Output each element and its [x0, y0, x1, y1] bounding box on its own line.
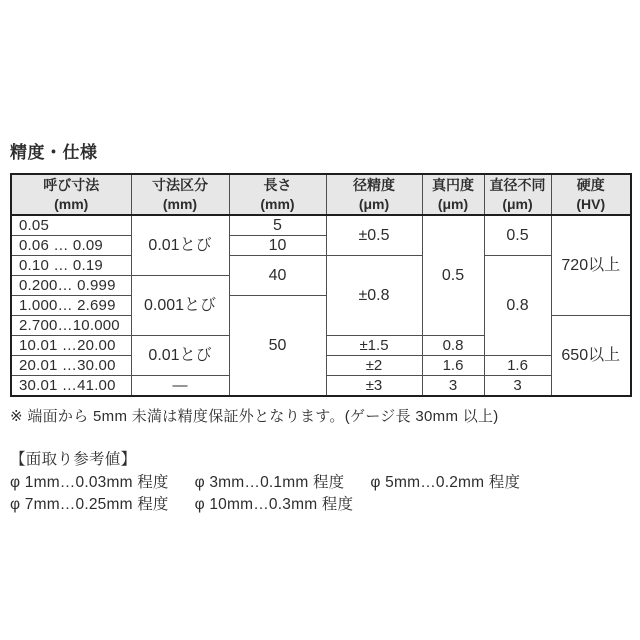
header-label: 直径不同: [489, 177, 546, 194]
roundness-cell: 3: [422, 376, 484, 397]
table-row: [11, 256, 631, 276]
dia-accuracy-cell: ±0.8: [326, 256, 422, 336]
dia-accuracy-cell: ±1.5: [326, 336, 422, 356]
dia-accuracy-cell: ±0.5: [326, 215, 422, 256]
dia-variation-cell: 0.5: [484, 215, 551, 256]
column-header-hardness: [551, 174, 631, 215]
dia-variation-cell: 1.6: [484, 356, 551, 376]
chamfer-item: φ 7mm…0.25mm 程度: [10, 496, 169, 513]
header-unit: (μm): [502, 195, 533, 212]
column-header-dia-accuracy: [326, 174, 422, 215]
header-unit: (mm): [162, 195, 198, 212]
header-label: 径精度: [353, 177, 395, 194]
dia-accuracy-cell: ±2: [326, 356, 422, 376]
nominal-range-cell: 0.10 … 0.19: [11, 256, 131, 276]
accuracy-note: ※ 端面から 5mm 未満は精度保証外となります。(ゲージ長 30mm 以上): [10, 408, 499, 425]
hardness-cell: 720以上: [551, 215, 631, 316]
chamfer-item: φ 10mm…0.3mm 程度: [194, 496, 354, 513]
roundness-cell: 0.8: [422, 336, 484, 356]
step-cell: 0.01とび: [131, 215, 229, 276]
spec-table: [10, 173, 632, 397]
nominal-range-cell: 30.01 …41.00: [11, 376, 131, 397]
length-cell: 10: [229, 236, 326, 256]
dia-variation-cell: 0.8: [484, 256, 551, 356]
header-unit: (HV): [576, 195, 606, 212]
step-cell: —: [131, 376, 229, 397]
nominal-range-cell: 20.01 …30.00: [11, 356, 131, 376]
header-unit: (μm): [358, 195, 390, 212]
length-cell: 5: [229, 215, 326, 236]
column-header-dia-variation: [484, 174, 551, 215]
header-unit: (mm): [54, 195, 89, 212]
header-unit: (mm): [260, 195, 295, 212]
nominal-range-cell: 10.01 …20.00: [11, 336, 131, 356]
nominal-range-cell: 0.200… 0.999: [11, 276, 131, 296]
header-label: 硬度: [576, 177, 605, 194]
chamfer-item: φ 5mm…0.2mm 程度: [370, 474, 521, 491]
page-title: 精度・仕様: [10, 143, 98, 162]
step-cell: 0.01とび: [131, 336, 229, 376]
dia-accuracy-cell: ±3: [326, 376, 422, 397]
chamfer-section: [10, 447, 630, 516]
chamfer-line-2: [10, 494, 630, 516]
nominal-range-cell: 0.05: [11, 215, 131, 236]
header-label: 長さ: [263, 177, 292, 194]
nominal-range-cell: 2.700…10.000: [11, 316, 131, 336]
column-header-roundness: [422, 174, 484, 215]
header-label: 真円度: [432, 177, 474, 194]
nominal-range-cell: 0.06 … 0.09: [11, 236, 131, 256]
header-unit: (μm): [437, 195, 469, 212]
hardness-cell: 650以上: [551, 316, 631, 397]
column-header-nominal: [11, 174, 131, 215]
header-label: 寸法区分: [152, 177, 208, 194]
roundness-cell: 0.5: [422, 215, 484, 336]
spec-table-header: [11, 174, 631, 215]
length-cell: 40: [229, 256, 326, 296]
roundness-cell: 1.6: [422, 356, 484, 376]
column-header-length: [229, 174, 326, 215]
table-row: [11, 215, 631, 236]
header-label: 呼び寸法: [43, 177, 100, 194]
length-cell: 50: [229, 296, 326, 397]
dia-variation-cell: 3: [484, 376, 551, 397]
column-header-step: [131, 174, 229, 215]
step-cell: 0.001とび: [131, 276, 229, 336]
chamfer-item: φ 1mm…0.03mm 程度: [10, 474, 169, 491]
chamfer-line-1: [10, 472, 630, 494]
chamfer-heading: 【面取り参考値】: [10, 451, 137, 468]
chamfer-item: φ 3mm…0.1mm 程度: [194, 474, 345, 491]
nominal-range-cell: 1.000… 2.699: [11, 296, 131, 316]
